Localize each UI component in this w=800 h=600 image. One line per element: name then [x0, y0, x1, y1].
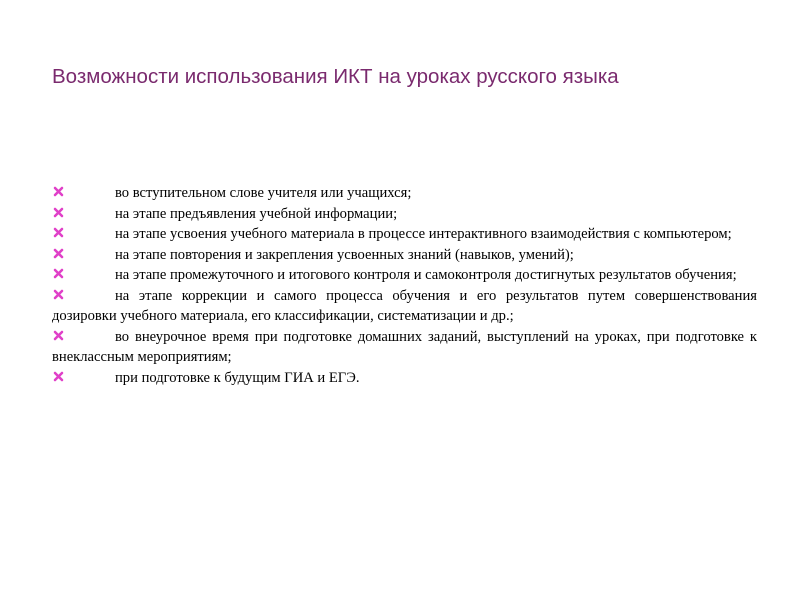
- list-item-text: на этапе промежуточного и итогового контроля и самоконтроля достигнутых результатов обучения;: [115, 267, 737, 283]
- bullet-list: [52, 183, 757, 388]
- cross-bullet-icon: [52, 226, 65, 239]
- list-item: [52, 286, 757, 327]
- list-item: [52, 204, 757, 225]
- cross-bullet-icon: [52, 247, 65, 260]
- list-item: [52, 183, 757, 204]
- list-item-text: во вступительном слове учителя или учащихся;: [115, 185, 412, 201]
- cross-bullet-icon: [52, 185, 65, 198]
- list-item-text: на этапе повторения и закрепления усвоенных знаний (навыков, умений);: [115, 246, 574, 263]
- cross-bullet-icon: [52, 329, 65, 342]
- cross-bullet-icon: [52, 206, 65, 219]
- slide-title: Возможности использования ИКТ на уроках русского языка: [52, 65, 619, 88]
- cross-bullet-icon: [52, 267, 65, 280]
- list-item-text: на этапе коррекции и самого процесса обучения и его результатов путем совершенствования дозировки учебного материала, его классификации, систематизации и др.;: [52, 287, 757, 324]
- list-item-text: во внеурочное время при подготовке домашних заданий, выступлений на уроках, при подготовке к внеклассным мероприятиям;: [52, 328, 757, 365]
- list-item: [52, 224, 757, 245]
- list-item-text: на этапе усвоения учебного материала в процессе интерактивного взаимодействия с компьютером;: [115, 226, 732, 242]
- list-item: [52, 368, 757, 389]
- list-item: [52, 265, 757, 286]
- cross-bullet-icon: [52, 288, 65, 301]
- cross-bullet-icon: [52, 370, 65, 383]
- list-item-text: на этапе предъявления учебной информации;: [115, 205, 398, 222]
- list-item-text: при подготовке к будущим ГИА и ЕГЭ.: [115, 369, 360, 386]
- list-item: [52, 327, 757, 368]
- list-item: [52, 245, 757, 266]
